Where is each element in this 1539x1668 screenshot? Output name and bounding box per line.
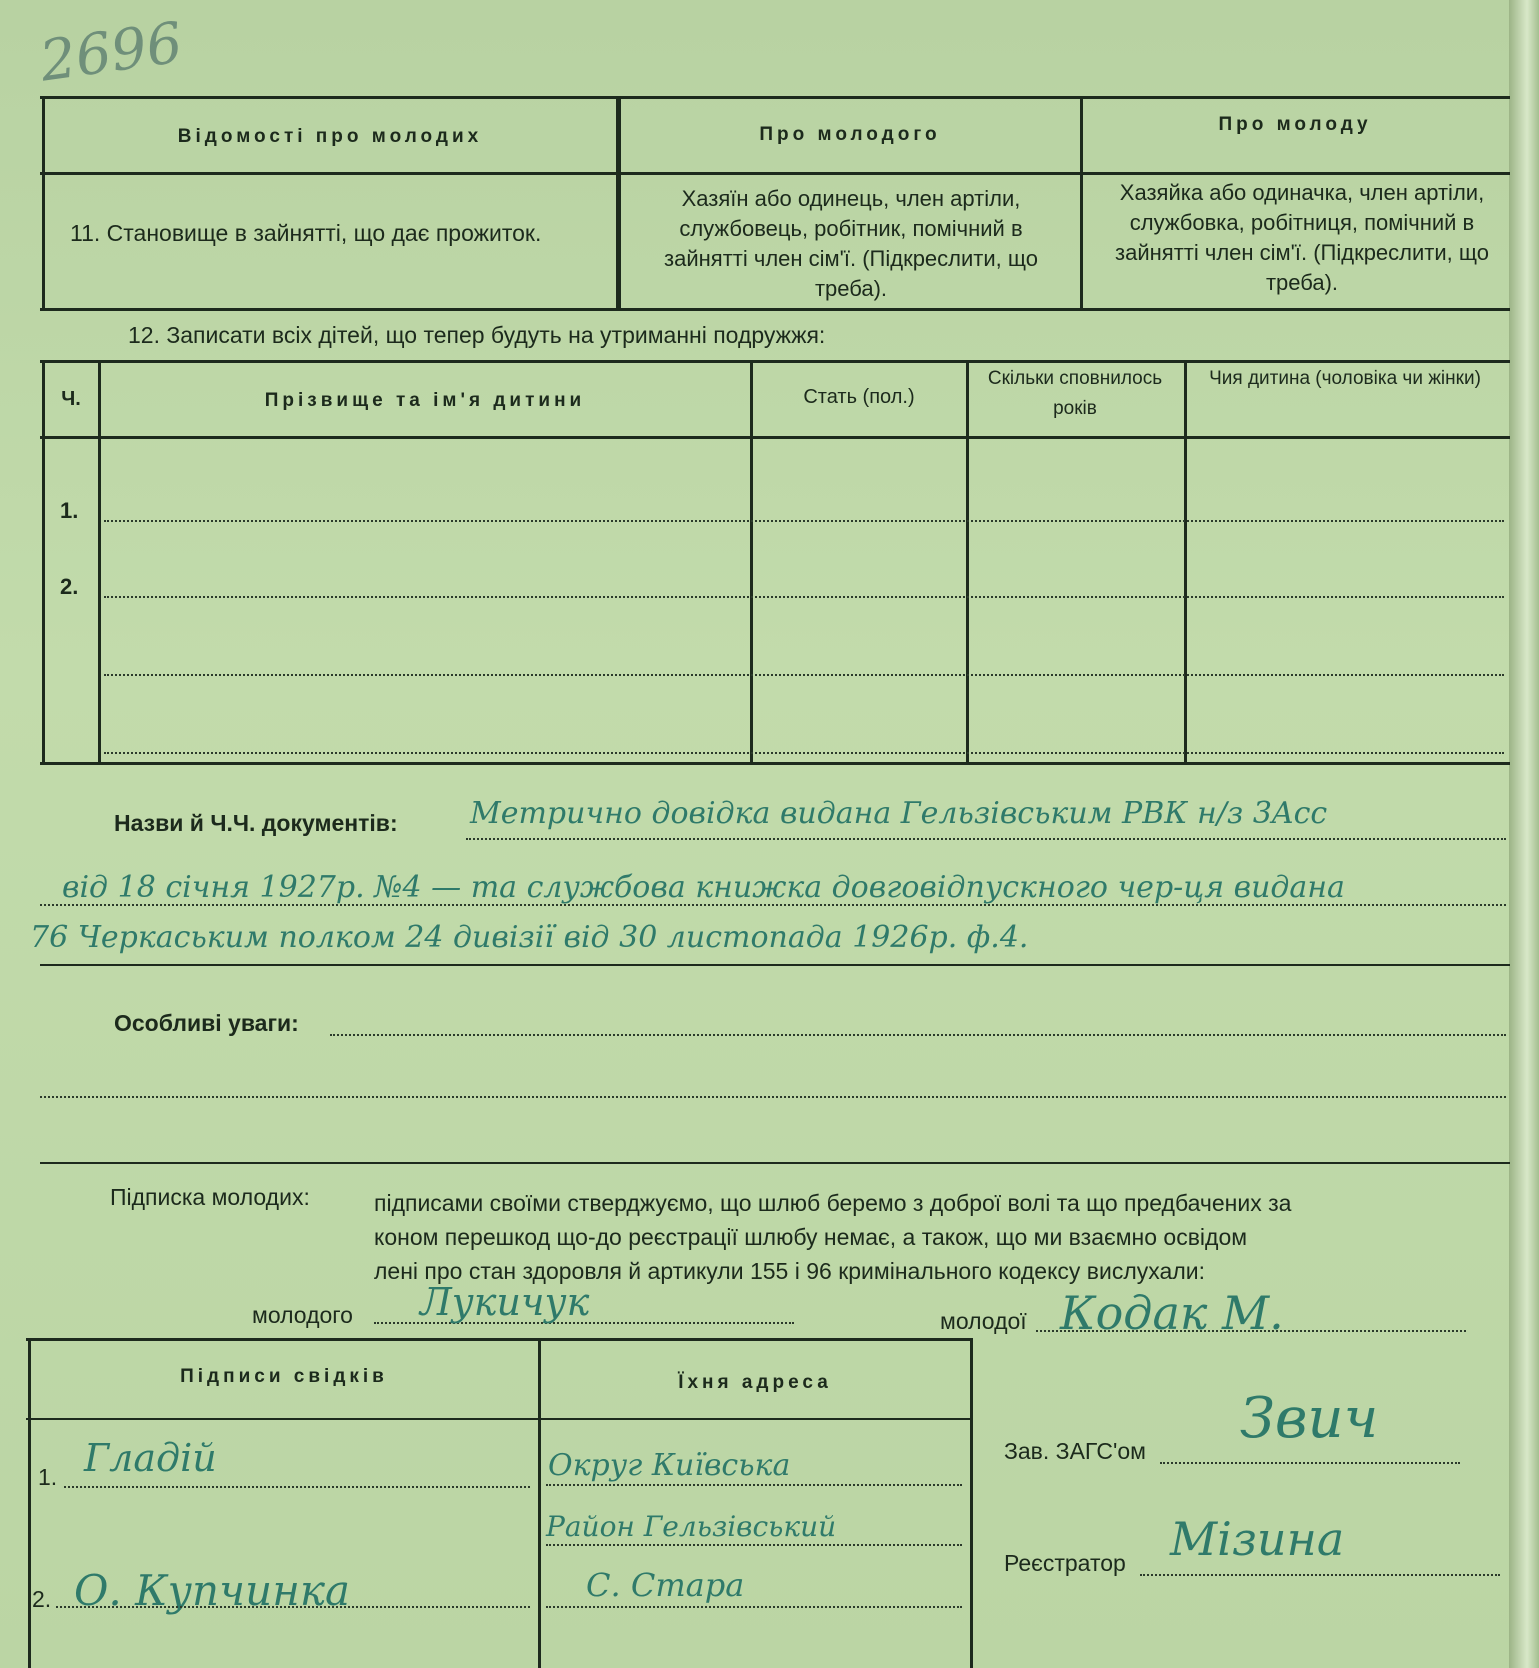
row11-groom-options: Хазяїн або одинець, член артіли, службовець, робітник, помічний в зайнятті член сім'ї. (Підкреслити, що треба).: [664, 186, 1038, 301]
witness-signature-1: Гладій: [84, 1436, 217, 1480]
children-table-top: [40, 360, 1510, 363]
zags-signature-line: [1160, 1462, 1460, 1464]
children-section-title: 12. Записати всіх дітей, що тепер будуть на утриманні подружжя:: [128, 322, 826, 348]
children-row-line: [104, 674, 1504, 676]
row11-bride-options: Хазяйка або одиначка, член артіли, службовка, робітниця, помічний в зайнятті член сім'ї. (Підкреслити, що треба).: [1115, 180, 1489, 295]
children-header-num: Ч.: [61, 388, 81, 410]
children-header-whose: Чия дитина (чоловіка чи жінки): [1209, 368, 1481, 389]
zags-head-signature: Звич: [1240, 1386, 1379, 1451]
children-row-line: [104, 596, 1504, 598]
documents-label: Назви й Ч.Ч. документів:: [114, 810, 398, 836]
documents-line-2: від 18 січня 1927р. №4 — та службова книжка довговідпускного чер-ця видана: [62, 870, 1345, 905]
registrar-signature: Мізина: [1170, 1512, 1345, 1566]
table-col-divider-1: [616, 96, 621, 310]
remarks-dotted-line: [330, 1034, 1506, 1036]
witness-address-1: Округ Київська: [548, 1448, 791, 1483]
witness-address-line: [546, 1544, 962, 1546]
witness-address-2: Район Гельзівський: [546, 1510, 837, 1543]
witness-row-num-1: 1.: [38, 1464, 58, 1490]
remarks-bottom-line: [40, 1162, 1510, 1164]
bride-signature: Кодак М.: [1060, 1286, 1284, 1340]
children-header-divider: [40, 436, 1510, 439]
table-header-divider: [40, 172, 1510, 175]
registrar-label: Реєстратор: [1004, 1550, 1126, 1576]
witness-header-divider: [26, 1418, 972, 1420]
zags-head-label: Зав. ЗАГС'ом: [1004, 1438, 1146, 1464]
table-top-border: [40, 96, 1510, 99]
witness-signatures-header: Підписи свідків: [180, 1366, 388, 1387]
witness-signature-line: [56, 1606, 530, 1608]
table-bottom-border: [40, 308, 1510, 311]
table-col-divider-2: [1080, 96, 1083, 310]
header-info-about-couple: Відомості про молодих: [177, 126, 483, 147]
bride-signature-label: молодої: [940, 1308, 1027, 1334]
remarks-dotted-line: [40, 1096, 1506, 1098]
remarks-label: Особливі уваги:: [114, 1010, 299, 1036]
witness-row-num-2: 2.: [32, 1586, 52, 1612]
children-row-num-1: 1.: [60, 498, 79, 523]
declaration-line-3: лені про стан здоровля й артикули 155 і 96 кримінального кодексу вислухали:: [374, 1258, 1205, 1284]
children-col-divider-2: [750, 360, 753, 762]
row11-label: 11. Становище в зайнятті, що дає прожиток.: [70, 220, 542, 246]
documents-line-3: 76 Черкаським полком 24 дивізії від 30 листопада 1926р. ф.4.: [30, 920, 1029, 955]
registrar-signature-line: [1140, 1574, 1500, 1576]
children-header-name: Прізвище та ім'я дитини: [264, 390, 586, 411]
children-row-line: [104, 752, 1504, 754]
children-header-sex: Стать (пол.): [803, 386, 915, 408]
groom-signature-label: молодого: [252, 1302, 353, 1328]
children-row-line: [104, 520, 1504, 522]
corner-number: 2696: [36, 10, 187, 95]
children-col-divider-4: [1184, 360, 1187, 762]
children-header-age: Скільки сповнилось років: [987, 368, 1163, 419]
documents-dotted-line: [40, 904, 1506, 906]
witness-signature-line: [64, 1486, 530, 1488]
children-row-num-2: 2.: [60, 574, 79, 599]
children-col-divider-1: [98, 360, 101, 762]
witness-address-line: [546, 1606, 962, 1608]
table-left-border: [42, 96, 45, 310]
documents-bottom-line: [40, 964, 1510, 966]
witness-address-header: Їхня адреса: [678, 1372, 832, 1393]
children-table-bottom: [40, 762, 1510, 765]
documents-line-1: Метрично довідка видана Гельзівським РВК н/з 3Acc: [470, 796, 1328, 831]
declaration-line-1: підписами своїми стверджуємо, що шлюб беремо з доброї волі та що предбачених за: [374, 1190, 1292, 1216]
page-edge: [1509, 0, 1539, 1668]
witness-right-border: [970, 1338, 973, 1668]
children-left-border: [42, 360, 45, 762]
witness-signature-2: О. Купчинка: [74, 1566, 351, 1615]
header-about-bride: Про молоду: [1218, 114, 1372, 135]
groom-signature: Лукичук: [420, 1280, 590, 1324]
documents-dotted-line: [466, 838, 1506, 840]
witness-table-top: [26, 1338, 972, 1341]
witness-address-line: [546, 1484, 962, 1486]
declaration-line-2: коном перешкод що-до реєстрації шлюбу немає, а також, що ми взаємно освідом: [374, 1224, 1248, 1250]
children-col-divider-3: [966, 360, 969, 762]
header-about-groom: Про молодого: [759, 124, 941, 145]
declaration-label: Підписка молодих:: [110, 1184, 310, 1210]
witness-address-3: С. Стара: [586, 1566, 745, 1604]
